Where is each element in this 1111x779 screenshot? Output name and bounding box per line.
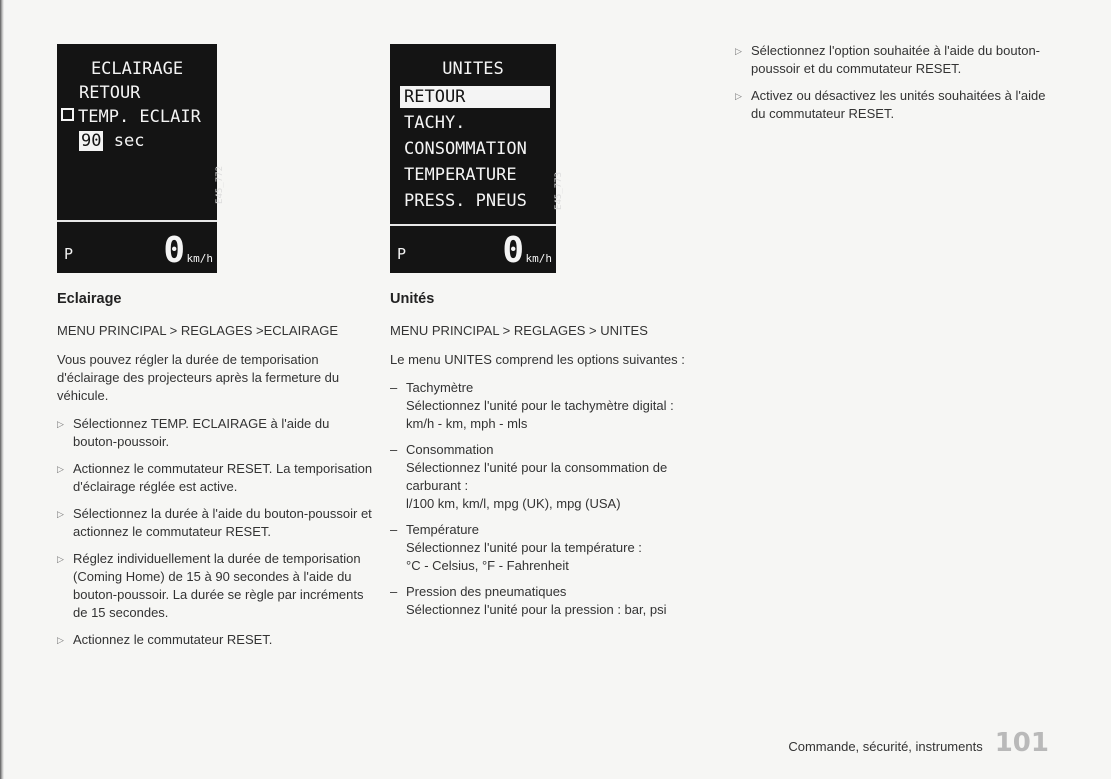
display-separator [57,220,217,222]
display-eclairage [57,44,225,273]
option-title: Consommation [406,442,494,457]
display-menu-item: CONSOMMATION [404,139,527,159]
dash-bullet: – [390,442,398,457]
step-item [57,415,377,451]
option-values: °C - Celsius, °F - Fahrenheit [406,558,569,573]
dash-bullet: – [390,380,398,395]
step-item [735,42,1055,78]
section-heading: Eclairage [57,291,122,307]
display-menu-item: TACHY. [404,113,466,133]
triangle-arrow-icon: ▷ [57,635,64,645]
display-speed: 0 [163,230,185,271]
display-title: UNITES [442,59,504,79]
triangle-arrow-icon: ▷ [57,419,64,429]
step-text: Sélectionnez TEMP. ECLAIRAGE à l'aide du bouton-poussoir. [73,416,330,449]
step-text: Sélectionnez la durée à l'aide du bouton-poussoir et actionnez le commutateur RESET. [73,506,372,539]
display-gear: P [64,245,74,263]
section-eclairage [57,290,377,658]
option-item [390,441,720,513]
triangle-arrow-icon: ▷ [735,91,742,101]
display-value: 90 [81,131,102,151]
display-value-unit: sec [113,131,145,151]
step-item [57,550,377,622]
triangle-arrow-icon: ▷ [57,509,64,519]
step-list [735,42,1055,123]
step-item [57,631,377,649]
display-menu-item: PRESS. PNEUS [404,191,527,211]
option-desc: Sélectionnez l'unité pour la pression : bar, psi [406,602,667,617]
step-item [735,87,1055,123]
display-speed: 0 [502,230,524,271]
dash-bullet: – [390,584,398,599]
display-back-item: RETOUR [79,83,141,103]
display-option-label: TEMP. ECLAIR [78,107,201,127]
display-separator [390,224,556,226]
step-text: Activez ou désactivez les unités souhaitées à l'aide du commutateur RESET. [751,88,1046,121]
image-code: E45_773 [554,172,564,210]
binding-edge [0,0,4,779]
intro-paragraph: Vous pouvez régler la durée de temporisation d'éclairage des projecteurs après la fermeture du véhicule. [57,352,340,403]
option-desc: Sélectionnez l'unité pour le tachymètre digital : [406,398,674,413]
dash-bullet: – [390,522,398,537]
display-speed-unit: km/h [186,252,213,265]
section-heading: Unités [390,291,435,307]
option-values: l/100 km, km/l, mpg (UK), mpg (USA) [406,496,621,511]
step-text: Actionnez le commutateur RESET. [73,632,273,647]
step-list [57,415,377,649]
triangle-arrow-icon: ▷ [57,554,64,564]
menu-path: MENU PRINCIPAL > REGLAGES > UNITES [390,323,648,338]
section-unites [390,290,720,627]
section-unites-steps [735,42,1055,132]
step-text: Réglez individuellement la durée de temporisation (Coming Home) de 15 à 90 secondes à l'aide du bouton-poussoir. La durée se règle par incréments de 15 secondes. [73,551,364,620]
intro-paragraph: Le menu UNITES comprend les options suivantes : [390,352,685,367]
step-item [57,505,377,541]
step-text: Actionnez le commutateur RESET. La temporisation d'éclairage réglée est active. [73,461,373,494]
step-text: Sélectionnez l'option souhaitée à l'aide du bouton-poussoir et du commutateur RESET. [751,43,1041,76]
page-footer [788,728,1049,758]
display-title: ECLAIRAGE [90,59,184,79]
option-title: Pression des pneumatiques [406,584,567,599]
option-values: km/h - km, mph - mls [406,416,528,431]
checkbox-icon [61,108,74,121]
menu-path: MENU PRINCIPAL > REGLAGES >ECLAIRAGE [57,323,339,338]
display-menu-item: TEMPERATURE [404,165,517,185]
option-desc: Sélectionnez l'unité pour la température : [406,540,642,555]
step-item [57,460,377,496]
display-option-row [61,106,221,128]
display-unites [390,44,564,273]
display-menu-item: RETOUR [400,86,550,108]
option-list [390,379,720,619]
triangle-arrow-icon: ▷ [57,464,64,474]
option-desc: Sélectionnez l'unité pour la consommation de carburant : [406,460,668,493]
option-item [390,521,720,575]
display-value-row [79,130,239,152]
option-title: Température [406,522,479,537]
option-item [390,583,720,619]
image-code: E45_772 [215,166,225,204]
triangle-arrow-icon: ▷ [735,46,742,56]
page-number: 101 [994,728,1049,758]
footer-section-title: Commande, sécurité, instruments [788,739,983,754]
display-gear: P [397,245,407,263]
display-speed-unit: km/h [525,252,552,265]
option-title: Tachymètre [406,380,474,395]
option-item [390,379,720,433]
